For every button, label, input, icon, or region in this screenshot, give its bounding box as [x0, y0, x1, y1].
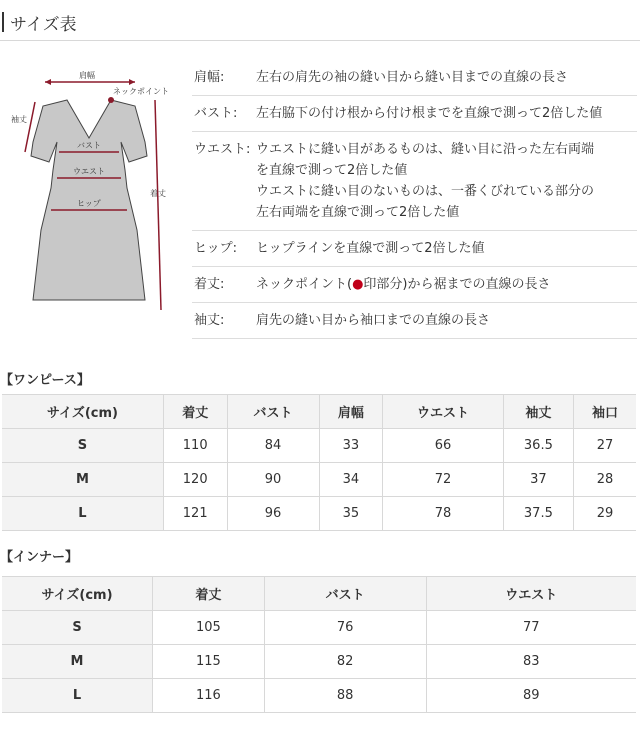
label-length: 着丈 — [150, 189, 166, 198]
table-cell: 121 — [163, 497, 227, 531]
table-cell: 96 — [227, 497, 319, 531]
table-cell: 78 — [383, 497, 504, 531]
table-cell: 72 — [383, 463, 504, 497]
desc-line: ウエストに縫い目があるものは、縫い目に沿った左右両端 — [256, 142, 595, 157]
definition-sleeve — [192, 303, 637, 339]
table-cell: 90 — [227, 463, 319, 497]
onepiece-title: 【ワンピース】 — [0, 373, 90, 388]
header-cell: サイズ(cm) — [2, 577, 153, 611]
table-cell: 82 — [264, 645, 426, 679]
definition-hip — [192, 231, 637, 267]
definition-waist — [192, 132, 637, 231]
table-row — [2, 497, 636, 531]
header-cell: ウエスト — [426, 577, 636, 611]
table-cell: 110 — [163, 429, 227, 463]
desc-line: 左右の肩先の袖の縫い目から縫い目までの直線の長さ — [256, 70, 569, 85]
desc-line: 肩先の縫い目から袖口までの直線の長さ — [256, 313, 491, 328]
size-cell: L — [2, 679, 153, 713]
table-cell: 105 — [153, 611, 265, 645]
table-cell: 116 — [153, 679, 265, 713]
desc-line: を直線で測って2倍した値 — [256, 163, 408, 178]
label-hip: ヒップ — [77, 199, 101, 208]
size-cell: S — [2, 429, 163, 463]
table-cell: 66 — [383, 429, 504, 463]
inner-title: 【インナー】 — [0, 550, 79, 565]
table-cell: 89 — [426, 679, 636, 713]
header-cell: バスト — [227, 395, 319, 429]
term: バスト: — [194, 106, 238, 121]
table-row — [2, 645, 636, 679]
table-cell: 28 — [573, 463, 636, 497]
table-cell: 37.5 — [503, 497, 573, 531]
header-cell: 袖口 — [573, 395, 636, 429]
table-cell: 83 — [426, 645, 636, 679]
page-title: サイズ表 — [10, 15, 77, 35]
table-cell: 37 — [503, 463, 573, 497]
table-cell: 115 — [153, 645, 265, 679]
header-cell: サイズ(cm) — [2, 395, 163, 429]
title-mark — [2, 12, 4, 32]
header-cell: 着丈 — [153, 577, 265, 611]
table-row — [2, 429, 636, 463]
dress-diagram — [5, 60, 190, 325]
table-row — [2, 463, 636, 497]
neck-point-dot — [108, 97, 114, 103]
onepiece-table — [2, 394, 636, 531]
table-cell: 35 — [319, 497, 383, 531]
term: ヒップ: — [194, 241, 237, 256]
desc-line: ウエストに縫い目のないものは、一番くびれている部分の — [256, 184, 595, 199]
definition-length — [192, 267, 637, 303]
definition-bust — [192, 96, 637, 132]
size-cell: S — [2, 611, 153, 645]
table-row — [2, 611, 636, 645]
term: 着丈: — [194, 277, 225, 292]
table-cell: 27 — [573, 429, 636, 463]
term: 袖丈: — [194, 313, 225, 328]
size-cell: M — [2, 645, 153, 679]
size-cell: L — [2, 497, 163, 531]
header-cell: ウエスト — [383, 395, 504, 429]
label-shoulder: 肩幅 — [79, 71, 95, 80]
desc-line: 左右両端を直線で測って2倍した値 — [256, 205, 460, 220]
desc-line: ネックポイント(●印部分)から裾までの直線の長さ — [256, 277, 551, 292]
definitions-list — [192, 60, 637, 339]
table-cell: 29 — [573, 497, 636, 531]
definition-shoulder — [192, 60, 637, 96]
header-cell: 袖丈 — [503, 395, 573, 429]
header-cell: バスト — [264, 577, 426, 611]
desc-line: 左右脇下の付け根から付け根までを直線で測って2倍した値 — [256, 106, 603, 121]
inner-table — [2, 576, 636, 713]
table-row — [2, 679, 636, 713]
table-cell: 77 — [426, 611, 636, 645]
header-cell: 着丈 — [163, 395, 227, 429]
label-sleeve: 袖丈 — [11, 115, 27, 124]
table-header-row — [2, 577, 636, 611]
header-cell: 肩幅 — [319, 395, 383, 429]
table-header-row — [2, 395, 636, 429]
table-cell: 76 — [264, 611, 426, 645]
title-bar — [0, 0, 640, 41]
term: ウエスト: — [194, 142, 251, 157]
neck-point-marker: ● — [352, 277, 364, 292]
table-cell: 88 — [264, 679, 426, 713]
table-cell: 84 — [227, 429, 319, 463]
dress-diagram-svg — [5, 60, 190, 325]
size-cell: M — [2, 463, 163, 497]
label-neck-point: ネックポイント — [113, 87, 169, 96]
table-cell: 120 — [163, 463, 227, 497]
term: 肩幅: — [194, 70, 225, 85]
table-cell: 33 — [319, 429, 383, 463]
table-cell: 36.5 — [503, 429, 573, 463]
table-cell: 34 — [319, 463, 383, 497]
label-bust: バスト — [77, 141, 101, 150]
desc-line: ヒップラインを直線で測って2倍した値 — [256, 241, 485, 256]
label-waist: ウエスト — [73, 167, 105, 176]
